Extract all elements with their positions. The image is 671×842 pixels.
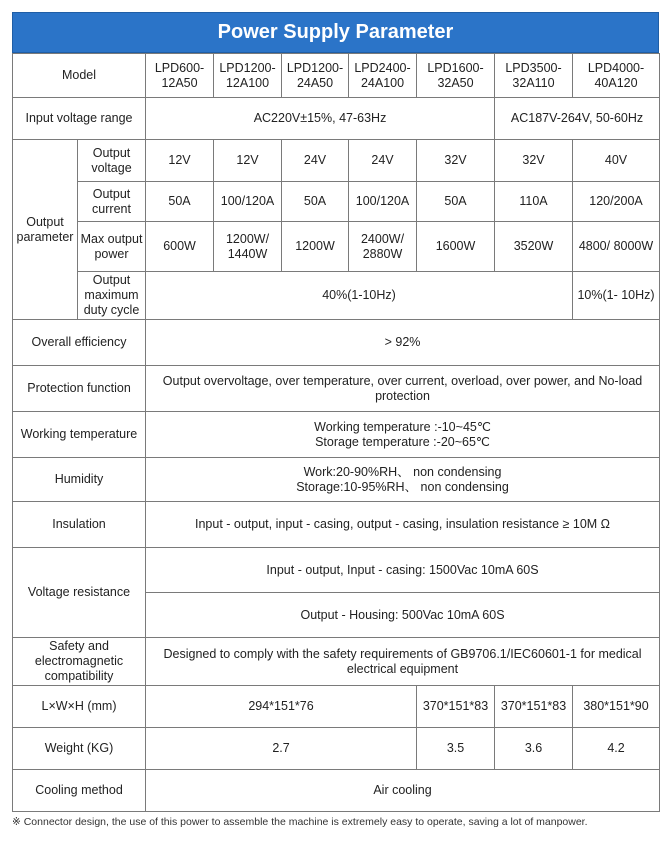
output-power-2: 1200W/ 1440W	[214, 222, 282, 272]
output-voltage-4: 24V	[349, 140, 417, 182]
weight-2: 3.5	[417, 728, 495, 770]
row-label-input-voltage: Input voltage range	[13, 98, 146, 140]
weight-3: 3.6	[495, 728, 573, 770]
dimensions-4: 380*151*90	[573, 686, 660, 728]
model-3: LPD1200-24A50	[282, 54, 349, 98]
output-voltage-1: 12V	[146, 140, 214, 182]
row-insulation	[13, 502, 660, 548]
output-current-4: 100/120A	[349, 182, 417, 222]
storage-temperature-line: Storage temperature :-20~65℃	[315, 434, 490, 449]
cooling-value: Air cooling	[146, 770, 660, 812]
row-label-efficiency: Overall efficiency	[13, 320, 146, 366]
row-label-protection: Protection function	[13, 366, 146, 412]
row-label-safety: Safety and electromagnetic compatibility	[13, 638, 146, 686]
output-current-3: 50A	[282, 182, 349, 222]
output-power-6: 3520W	[495, 222, 573, 272]
row-safety	[13, 638, 660, 686]
safety-value: Designed to comply with the safety requirements of GB9706.1/IEC60601-1 for medical electrical equipment	[146, 638, 660, 686]
output-power-7: 4800/ 8000W	[573, 222, 660, 272]
output-voltage-5: 32V	[417, 140, 495, 182]
output-voltage-7: 40V	[573, 140, 660, 182]
row-label-cooling: Cooling method	[13, 770, 146, 812]
weight-4: 4.2	[573, 728, 660, 770]
humidity-value	[146, 458, 660, 502]
working-temperature-value	[146, 412, 660, 458]
humidity-work-line: Work:20-90%RH、 non condensing	[303, 464, 502, 479]
sub-label-output-voltage: Output voltage	[78, 140, 146, 182]
row-label-insulation: Insulation	[13, 502, 146, 548]
output-power-5: 1600W	[417, 222, 495, 272]
sub-label-output-power: Max output power	[78, 222, 146, 272]
working-temperature-line: Working temperature :-10~45℃	[314, 419, 491, 434]
output-power-4: 2400W/ 2880W	[349, 222, 417, 272]
output-duty-a: 40%(1-10Hz)	[146, 272, 573, 320]
weight-1: 2.7	[146, 728, 417, 770]
row-working-temperature	[13, 412, 660, 458]
protection-value: Output overvoltage, over temperature, over current, overload, over power, and No-load protection	[146, 366, 660, 412]
row-output-duty	[13, 272, 660, 320]
input-voltage-b: AC187V-264V, 50-60Hz	[495, 98, 660, 140]
output-current-7: 120/200A	[573, 182, 660, 222]
output-current-1: 50A	[146, 182, 214, 222]
table-title: Power Supply Parameter	[12, 12, 659, 53]
efficiency-value: > 92%	[146, 320, 660, 366]
row-humidity	[13, 458, 660, 502]
voltage-resistance-input: Input - output, Input - casing: 1500Vac 10mA 60S	[146, 548, 660, 593]
model-6: LPD3500-32A110	[495, 54, 573, 98]
output-voltage-3: 24V	[282, 140, 349, 182]
row-label-dimensions: L×W×H (mm)	[13, 686, 146, 728]
output-voltage-2: 12V	[214, 140, 282, 182]
sub-label-output-duty: Output maximum duty cycle	[78, 272, 146, 320]
row-label-model: Model	[13, 54, 146, 98]
row-output-power	[13, 222, 660, 272]
dimensions-2: 370*151*83	[417, 686, 495, 728]
row-efficiency	[13, 320, 660, 366]
input-voltage-a: AC220V±15%, 47-63Hz	[146, 98, 495, 140]
row-protection	[13, 366, 660, 412]
output-current-2: 100/120A	[214, 182, 282, 222]
row-voltage-resistance-1	[13, 548, 660, 593]
row-output-current	[13, 182, 660, 222]
row-weight	[13, 728, 660, 770]
row-output-voltage	[13, 140, 660, 182]
sub-label-output-current: Output current	[78, 182, 146, 222]
row-label-voltage-resistance: Voltage resistance	[13, 548, 146, 638]
humidity-storage-line: Storage:10-95%RH、 non condensing	[296, 479, 509, 494]
row-label-output: Output parameter	[13, 140, 78, 320]
dimensions-3: 370*151*83	[495, 686, 573, 728]
row-label-weight: Weight (KG)	[13, 728, 146, 770]
model-5: LPD1600-32A50	[417, 54, 495, 98]
output-current-5: 50A	[417, 182, 495, 222]
model-2: LPD1200-12A100	[214, 54, 282, 98]
output-duty-b: 10%(1- 10Hz)	[573, 272, 660, 320]
output-voltage-6: 32V	[495, 140, 573, 182]
insulation-value: Input - output, input - casing, output - casing, insulation resistance ≥ 10M Ω	[146, 502, 660, 548]
model-4: LPD2400-24A100	[349, 54, 417, 98]
row-model	[13, 54, 660, 98]
row-cooling	[13, 770, 660, 812]
row-input-voltage	[13, 98, 660, 140]
footnote: ※ Connector design, the use of this power to assemble the machine is extremely easy to operate, saving a lot of manpower.	[12, 816, 588, 828]
voltage-resistance-output: Output - Housing: 500Vac 10mA 60S	[146, 593, 660, 638]
model-1: LPD600-12A50	[146, 54, 214, 98]
spec-table	[12, 53, 660, 812]
output-current-6: 110A	[495, 182, 573, 222]
output-power-1: 600W	[146, 222, 214, 272]
model-7: LPD4000-40A120	[573, 54, 660, 98]
dimensions-1: 294*151*76	[146, 686, 417, 728]
row-label-working-temperature: Working temperature	[13, 412, 146, 458]
output-power-3: 1200W	[282, 222, 349, 272]
row-dimensions	[13, 686, 660, 728]
row-label-humidity: Humidity	[13, 458, 146, 502]
